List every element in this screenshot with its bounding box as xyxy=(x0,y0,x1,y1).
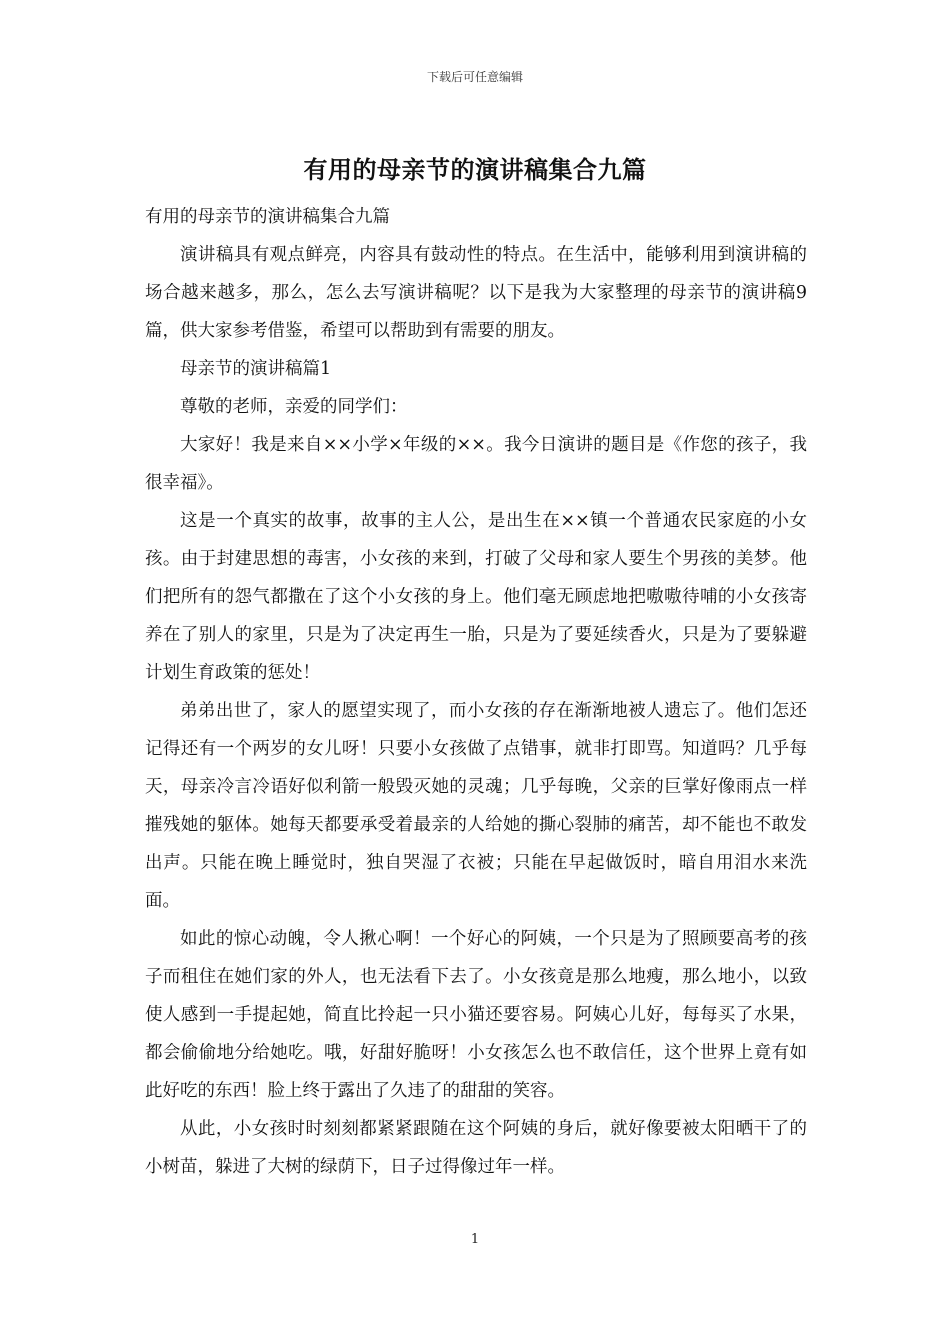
document-subtitle: 有用的母亲节的演讲稿集合九篇 xyxy=(145,207,390,227)
paragraph: 弟弟出世了，家人的愿望实现了，而小女孩的存在渐渐地被人遗忘了。他们怎还记得还有一个两岁的女儿呀！只要小女孩做了点错事，就非打即骂。知道吗？几乎每天，母亲冷言冷语好似利箭一般毁灭她的灵魂；几乎每晚，父亲的巨掌好像雨点一样摧残她的躯体。她每天都要承受着最亲的人给她的撕心裂肺的痛苦，却不能也不敢发出声。只能在晚上睡觉时，独自哭湿了衣被；只能在早起做饭时，暗自用泪水来洗面。 xyxy=(145,701,807,911)
paragraph-intro: 演讲稿具有观点鲜亮，内容具有鼓动性的特点。在生活中，能够利用到演讲稿的场合越来越多，那么，怎么去写演讲稿呢？以下是我为大家整理的母亲节的演讲稿9篇，供大家参考借鉴，希望可以帮助到有需要的朋友。 xyxy=(145,245,807,341)
document-body xyxy=(145,198,807,1186)
section-heading: 母亲节的演讲稿篇1 xyxy=(180,359,332,379)
page-header-note: 下载后可任意编辑 xyxy=(426,70,523,84)
paragraph: 从此，小女孩时时刻刻都紧紧跟随在这个阿姨的身后，就好像要被太阳晒干了的小树苗，躲进了大树的绿荫下，日子过得像过年一样。 xyxy=(145,1119,807,1177)
paragraph: 大家好！我是来自××小学×年级的××。我今日演讲的题目是《作您的孩子，我很幸福》。 xyxy=(145,435,807,493)
page-number: 1 xyxy=(470,1232,480,1247)
document-title: 有用的母亲节的演讲稿集合九篇 xyxy=(303,155,647,184)
paragraph: 这是一个真实的故事，故事的主人公，是出生在××镇一个普通农民家庭的小女孩。由于封建思想的毒害，小女孩的来到，打破了父母和家人要生个男孩的美梦。他们把所有的怨气都撒在了这个小女孩的身上。他们毫无顾虑地把嗷嗷待哺的小女孩寄养在了别人的家里，只是为了决定再生一胎，只是为了要延续香火，只是为了要躲避计划生育政策的惩处！ xyxy=(145,511,807,683)
paragraph: 如此的惊心动魄，令人揪心啊！一个好心的阿姨，一个只是为了照顾要高考的孩子而租住在她们家的外人，也无法看下去了。小女孩竟是那么地瘦，那么地小，以致使人感到一手提起她，简直比拎起一只小猫还要容易。阿姨心儿好，每每买了水果，都会偷偷地分给她吃。哦，好甜好脆呀！小女孩怎么也不敢信任，这个世界上竟有如此好吃的东西！脸上终于露出了久违了的甜甜的笑容。 xyxy=(145,929,807,1101)
salutation: 尊敬的老师，亲爱的同学们： xyxy=(180,397,408,417)
